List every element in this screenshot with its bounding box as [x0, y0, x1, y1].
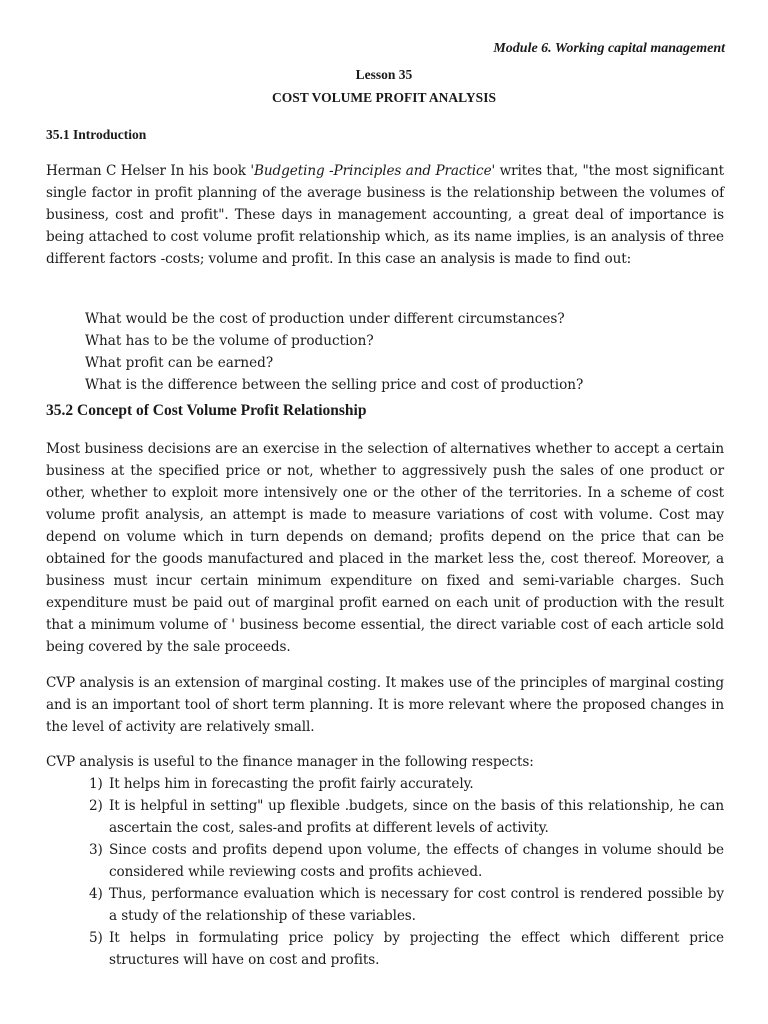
introduction-paragraph [46, 160, 724, 270]
list-text: It helps in formulating price policy by projecting the effect which different price structures will have on cost and profits. [109, 930, 724, 968]
list-item [89, 883, 724, 927]
lesson-title: COST VOLUME PROFIT ANALYSIS [272, 90, 496, 105]
running-header: Module 6. Working capital management [493, 41, 725, 56]
book-title: Budgeting -Principles and Practice [254, 163, 492, 179]
list-item [89, 795, 724, 839]
list-number: 1) [89, 776, 103, 792]
list-text: It is helpful in setting" up flexible .budgets, since on the basis of this relationship, he can ascertain the cost, sales-and profits at different levels of activity. [109, 798, 724, 836]
cvp-extension-paragraph: CVP analysis is an extension of marginal costing. It makes use of the principles of marginal costing and is an important tool of short term planning. It is more relevant where the proposed changes in the level of activity are relatively small. [46, 675, 724, 735]
list-item: What is the difference between the selling price and cost of production? [85, 377, 584, 393]
list-item: What would be the cost of production under different circumstances? [85, 311, 565, 327]
list-number: 5) [89, 930, 103, 946]
intro-text-rest: ' writes that, "the most significant single factor in profit planning of the average business is the relationship between the volumes of business, cost and profit". These days in management accounting, a great deal of importance is being attached to cost volume profit relationship which, as its name implies, is an analysis of three different factors -costs; volume and profit. In this case an analysis is made to find out: [46, 163, 724, 267]
list-number: 4) [89, 886, 103, 902]
respects-list [89, 773, 724, 971]
list-item [89, 773, 724, 795]
list-number: 2) [89, 798, 103, 814]
list-item [89, 927, 724, 971]
section-heading-introduction: 35.1 Introduction [46, 127, 147, 142]
list-item [89, 839, 724, 883]
list-number: 3) [89, 842, 103, 858]
list-item: What has to be the volume of production? [85, 333, 374, 349]
concept-paragraph: Most business decisions are an exercise in the selection of alternatives whether to accept a certain business at the specified price or not, whether to aggressively push the sales of one product or other, whether to exploit more intensively one or the other of the territories. In a scheme of cost volume profit analysis, an attempt is made to measure variations of cost with volume. Cost may depend on volume which in turn depends on demand; profits depend on the price that can be obtained for the goods manufactured and placed in the market less the, cost thereof. Moreover, a business must incur certain minimum expenditure on fixed and semi-variable charges. Such expenditure must be paid out of marginal profit earned on each unit of production with the result that a minimum volume of ' business become essential, the direct variable cost of each article sold being covered by the sale proceeds. [46, 441, 724, 655]
lesson-number: Lesson 35 [355, 67, 413, 82]
questions-list [85, 308, 583, 396]
intro-text-lead: Herman C Helser In his book ' [46, 163, 255, 179]
list-text: It helps him in forecasting the profit fairly accurately. [109, 776, 474, 792]
list-text: Since costs and profits depend upon volume, the effects of changes in volume should be considered while reviewing costs and profits achieved. [109, 842, 724, 880]
cvp-usefulness-intro: CVP analysis is useful to the finance manager in the following respects: [46, 754, 534, 770]
list-text: Thus, performance evaluation which is necessary for cost control is rendered possible by a study of the relationship of these variables. [109, 886, 724, 924]
list-item: What profit can be earned? [85, 355, 274, 371]
section-heading-cvp-concept: 35.2 Concept of Cost Volume Profit Relationship [46, 402, 367, 419]
